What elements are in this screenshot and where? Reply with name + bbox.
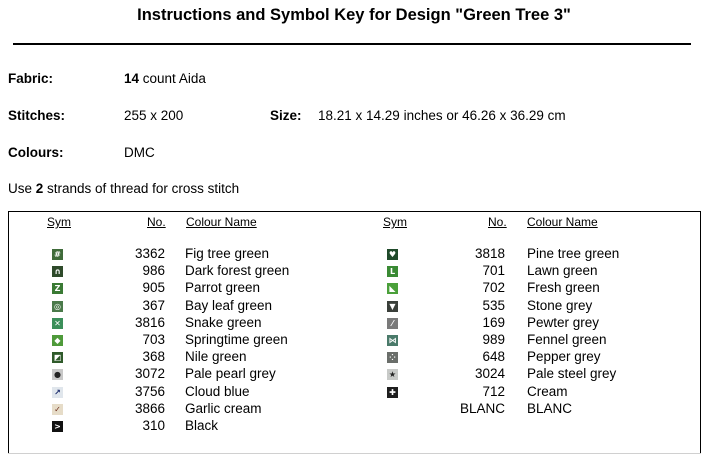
colour-number: 712: [482, 383, 505, 399]
key-row: [0, 384, 708, 401]
colour-name: Pale pearl grey: [185, 366, 276, 382]
colour-number: 310: [142, 418, 165, 433]
key-row: [0, 246, 708, 263]
right-header-no: No.: [488, 215, 507, 229]
colour-name: Pale steel grey: [527, 366, 617, 382]
key-row: [0, 332, 708, 349]
key-row: [0, 418, 708, 435]
key-row: [0, 366, 708, 383]
colour-number: 535: [482, 297, 505, 313]
colour-name: Pepper grey: [527, 349, 601, 365]
page-title: Instructions and Symbol Key for Design "Green Tree 3": [137, 6, 571, 24]
colour-name: Black: [185, 418, 219, 433]
colour-number: 702: [482, 280, 505, 296]
blank-icon: [387, 404, 398, 415]
dots-icon: ⁘: [387, 352, 398, 363]
colour-name: Parrot green: [185, 280, 261, 296]
colour-number: 3024: [474, 366, 505, 382]
target-icon: ◎: [52, 301, 63, 312]
key-row: [0, 349, 708, 366]
chevron-right-icon: >: [52, 421, 63, 432]
table-bottom-edge: [8, 453, 701, 454]
diamond-icon: ◆: [52, 335, 63, 346]
colour-number: 3072: [134, 366, 165, 382]
colours-value: DMC: [124, 145, 155, 160]
triangle-corner-icon: ◣: [387, 283, 398, 294]
key-row: [0, 298, 708, 315]
colour-number: 989: [482, 332, 505, 347]
arch-icon: ∩: [52, 266, 63, 277]
arrow-icon: ↗: [52, 387, 63, 398]
l-shape-icon: L: [387, 266, 398, 277]
key-row: [0, 263, 708, 280]
hatch-icon: ⁄: [387, 318, 398, 329]
colour-name: Springtime green: [185, 332, 288, 347]
key-row: [0, 315, 708, 332]
fabric-value: [124, 71, 206, 86]
star-icon: ★: [388, 370, 397, 380]
strands-suffix: strands of thread for cross stitch: [43, 181, 240, 196]
fabric-type: count Aida: [139, 71, 206, 86]
strands-instruction: [8, 181, 239, 196]
right-header-sym: Sym: [383, 215, 407, 229]
colour-number: 701: [482, 263, 505, 279]
colour-name: Cloud blue: [185, 383, 250, 399]
strands-count: 2: [35, 181, 44, 196]
colours-label: Colours:: [8, 145, 64, 160]
z-letter-icon: Z: [52, 283, 63, 294]
strands-prefix: Use: [8, 181, 36, 196]
check-icon: ✓: [52, 404, 63, 415]
left-header-sym: Sym: [47, 215, 71, 229]
colour-number: 368: [142, 349, 165, 365]
colour-number: 905: [142, 280, 165, 296]
key-row: [0, 401, 708, 418]
triangle-down-icon: ▼: [387, 301, 398, 312]
colour-name: Snake green: [185, 314, 262, 330]
key-row: [0, 280, 708, 297]
colour-number: 986: [142, 263, 165, 279]
colour-name: Pewter grey: [527, 314, 600, 330]
colour-name: Fennel green: [527, 332, 607, 347]
colour-number: 3362: [134, 246, 165, 261]
colour-number: 3816: [134, 314, 165, 330]
size-label: Size:: [270, 108, 302, 123]
colour-number: BLANC: [459, 400, 505, 416]
colour-name: Stone grey: [527, 297, 593, 313]
colour-name: Lawn green: [527, 263, 598, 279]
title-divider: [13, 43, 691, 45]
colour-name: Dark forest green: [185, 263, 290, 279]
colour-name: BLANC: [527, 400, 573, 416]
colour-name: Pine tree green: [527, 246, 620, 261]
colour-number: 703: [142, 332, 165, 347]
colour-number: 648: [482, 349, 505, 365]
colour-number: 3756: [134, 383, 165, 399]
bowtie-icon: ⋈: [388, 336, 397, 345]
globe-icon: ●: [52, 369, 63, 380]
colour-name: Bay leaf green: [185, 297, 273, 313]
colour-name: Cream: [527, 383, 568, 399]
fabric-label: Fabric:: [8, 71, 54, 86]
heart-icon: ♥: [388, 250, 397, 259]
stitches-value: 255 x 200: [124, 108, 184, 123]
left-header-name: Colour Name: [186, 215, 257, 229]
stitches-label: Stitches:: [8, 108, 66, 123]
colour-name: Garlic cream: [185, 400, 262, 416]
right-header-name: Colour Name: [527, 215, 598, 229]
x-icon: ✕: [52, 318, 63, 329]
colour-number: 169: [482, 314, 505, 330]
fabric-count: 14: [124, 71, 140, 86]
hash-icon: #: [52, 249, 63, 260]
colour-name: Nile green: [185, 349, 247, 365]
colour-name: Fig tree green: [185, 246, 270, 261]
colour-number: 367: [142, 297, 165, 313]
size-value: 18.21 x 14.29 inches or 46.26 x 36.29 cm: [318, 108, 566, 123]
half-square-icon: ◩: [53, 353, 62, 363]
cross-box-icon: ✚: [387, 387, 398, 398]
left-header-no: No.: [147, 215, 166, 229]
colour-number: 3866: [134, 400, 165, 416]
colour-number: 3818: [474, 246, 505, 261]
colour-name: Fresh green: [527, 280, 600, 296]
